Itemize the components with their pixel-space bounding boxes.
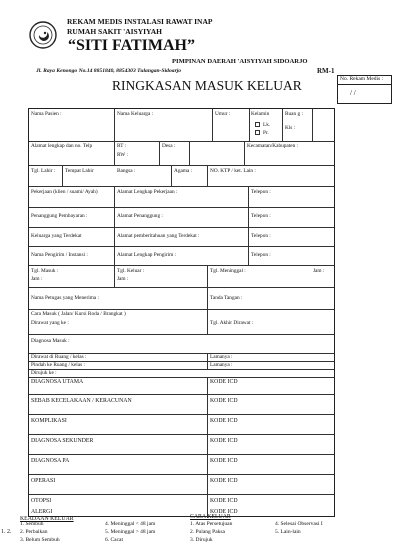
col-divider [171, 165, 172, 186]
field-cara-masuk[interactable]: Cara Masuk ( Jalan/ Kursi Roda / Brangkat ) [31, 311, 126, 317]
col-divider [207, 377, 208, 518]
checkbox-pr[interactable] [255, 130, 260, 135]
field-alamat[interactable]: Alamat lengkap dan no. Telp [31, 143, 93, 149]
field-alamat-pemberitahuan[interactable]: Alamat pemberitahuan yang Terdekat : [117, 233, 200, 239]
field-dirujuk[interactable]: Dirujuk ke : [31, 370, 57, 376]
hospital-logo [28, 20, 58, 50]
field-telepon-keluarga[interactable]: Telepon : [251, 233, 271, 239]
cara-keluar-title: CARA KELUAR [190, 514, 231, 520]
row-divider [29, 309, 334, 310]
field-nama-keluarga[interactable]: Nama Keluarga : [117, 111, 154, 117]
field-telepon-pekerjaan[interactable]: Telepon : [251, 189, 271, 195]
row-divider [29, 494, 334, 495]
diagnosa-pa-icd[interactable]: KODE ICD [210, 458, 238, 464]
header-line4: PIMPINAN DAERAH 'AISYIYAH SIDOARJO [172, 58, 308, 65]
field-dirawat-ruang[interactable]: Dirawat di Ruang / kelas : [31, 354, 87, 360]
field-tgl-masuk[interactable]: Tgl. Masuk : [31, 268, 59, 274]
keadaan-option-6[interactable]: 6. Cacat [105, 537, 124, 543]
field-tgl-akhir-dirawat[interactable]: Tgl. Akhir Dirawat : [210, 320, 254, 326]
field-penanggung[interactable]: Penanggung Pembayaran : [31, 213, 88, 219]
col-divider [207, 265, 208, 287]
keadaan-option-5[interactable]: 5. Meninggal > 48 jam [105, 529, 156, 535]
col-divider [62, 165, 63, 186]
keadaan-option-2[interactable]: 2. Perbaikan [20, 529, 48, 535]
field-alamat-pekerjaan[interactable]: Alamat Lengkap Pekerjaan : [117, 189, 178, 195]
field-telepon-pengirim[interactable]: Telepon : [251, 252, 271, 258]
cara-option-3[interactable]: 3. Dirujuk [190, 537, 213, 543]
field-rt[interactable]: RT : [117, 143, 127, 149]
field-ruang[interactable]: Ruan g : [285, 111, 303, 117]
field-diagnosa-masuk[interactable]: Diagnosa Masuk : [31, 338, 70, 344]
field-tgl-lahir[interactable]: Tgl. Lahir : [31, 168, 56, 174]
row-divider [29, 474, 334, 475]
field-telepon-penanggung[interactable]: Telepon : [251, 213, 271, 219]
field-keluarga[interactable]: Keluarga yang Terdekat [31, 233, 82, 239]
field-jam-keluar[interactable]: Jam : [117, 276, 129, 282]
label-pr: Pr. [263, 130, 269, 136]
col-divider [159, 141, 160, 165]
otopsi-label: OTOPSI [31, 498, 52, 504]
field-kls[interactable]: Kls : [285, 125, 296, 131]
col-divider [207, 165, 208, 186]
keadaan-option-4[interactable]: 4. Meninggal < 48 jam [105, 521, 156, 527]
keadaan-keluar-title: KEADAAN KELUAR [20, 516, 74, 522]
row-divider [29, 287, 334, 288]
field-rw[interactable]: RW : [117, 152, 128, 158]
diagnosa-utama-label: DIAGNOSA UTAMA [31, 379, 84, 385]
field-tgl-keluar[interactable]: Tgl. Keluar : [117, 268, 145, 274]
field-pengirim[interactable]: Nama Pengirim / Instansi : [31, 252, 88, 258]
cara-option-4[interactable]: 4. Selesai Observasi I [275, 521, 323, 527]
field-jam-masuk[interactable]: Jam : [31, 276, 43, 282]
alergi-label: ALERGI [31, 509, 53, 515]
row-divider [29, 394, 334, 395]
field-tanda-tangan[interactable]: Tanda Tangan : [210, 295, 243, 301]
medical-record-box [337, 75, 392, 104]
field-desa[interactable]: Desa : [162, 143, 176, 149]
col-divider [282, 109, 283, 141]
row-divider [29, 414, 334, 415]
field-kelamin: Kelamin [251, 111, 270, 117]
komplikasi-label: KOMPLIKASI [31, 418, 67, 424]
field-no-ktp[interactable]: NO. KTP / ket. Lain : [210, 168, 256, 174]
komplikasi-icd[interactable]: KODE ICD [210, 418, 238, 424]
row-divider [29, 227, 334, 228]
form-title: RINGKASAN MASUK KELUAR [112, 78, 302, 93]
field-agama[interactable]: Agama : [174, 168, 193, 174]
sebab-kecelakaan-label: SEBAB KECELAKAAN / KERACUNAN [31, 398, 132, 404]
field-alamat-pengirim[interactable]: Alamat Lengkap Pengirim : [117, 252, 176, 258]
field-petugas[interactable]: Nama Petugas yang Menerima : [31, 295, 99, 301]
operasi-label: OPERASI [31, 478, 56, 484]
form-code: RM-1 [317, 67, 335, 75]
diagnosa-sekunder-label: DIAGNOSA SEKUNDER [31, 438, 94, 444]
row-divider [29, 369, 334, 370]
diagnosa-utama-icd[interactable]: KODE ICD [210, 379, 238, 385]
col-divider [249, 109, 250, 141]
field-dirawat-ke[interactable]: Dirawat yang ke : [31, 320, 69, 326]
header-line2: RUMAH SAKIT 'AISYIYAH [67, 27, 163, 36]
col-divider [207, 309, 208, 334]
row-divider [29, 186, 334, 187]
row-divider [29, 165, 334, 166]
col-divider [248, 186, 249, 265]
header-line1: REKAM MEDIS INSTALASI RAWAT INAP [67, 17, 213, 26]
keadaan-option-1[interactable]: 1. Sembuh [20, 521, 44, 527]
medrec-label: No. Rekam Medis : [340, 76, 384, 82]
col-divider [114, 186, 115, 265]
col-divider [207, 287, 208, 309]
field-kecamatan[interactable]: Kecamatan/Kabupaten : [247, 143, 299, 149]
field-tempat-lahir[interactable]: Tempat Lahir [65, 168, 94, 174]
row-divider [29, 377, 334, 378]
field-bangsa[interactable]: Bangsa : [117, 168, 136, 174]
row-divider [29, 434, 334, 435]
alergi-icd[interactable]: KODE ICD [210, 509, 238, 515]
col-divider [114, 109, 115, 165]
cara-option-5[interactable]: 5. Lain-lain [275, 529, 301, 535]
col-divider [212, 109, 213, 141]
cara-option-2[interactable]: 2. Pulang Paksa [190, 529, 225, 535]
diagnosa-pa-label: DIAGNOSA PA [31, 458, 70, 464]
field-umur[interactable]: Umur : [215, 111, 231, 117]
col-divider [189, 141, 190, 165]
diagnosa-sekunder-icd[interactable]: KODE ICD [210, 438, 238, 444]
col-divider [207, 353, 208, 369]
row-divider [29, 246, 334, 247]
col-divider [312, 109, 313, 141]
field-pindah-ruang[interactable]: Pindah ke Ruang / kelas : [31, 362, 85, 368]
sebab-kecelakaan-icd[interactable]: KODE ICD [210, 398, 238, 404]
field-lamanya-1[interactable]: Lamanya : [210, 354, 233, 360]
col-divider [244, 141, 245, 165]
col-divider [114, 265, 115, 287]
field-alamat-penanggung[interactable]: Alamat Penanggung : [117, 213, 163, 219]
row-divider [29, 334, 334, 335]
header-address: Jl. Raya Kenongo No.14 8851840, 8854303 Tulangan-Sidoarjo [36, 68, 182, 74]
medrec-divider [338, 84, 391, 85]
otopsi-icd[interactable]: KODE ICD [210, 498, 238, 504]
field-lamanya-2[interactable]: Lamanya : [210, 362, 233, 368]
field-tgl-meninggal[interactable]: Tgl. Meninggal : [210, 268, 246, 274]
keadaan-option-3[interactable]: 3. Belum Sembuh [20, 537, 60, 543]
hospital-name: “SITI FATIMAH” [68, 37, 195, 54]
cara-option-1[interactable]: 1. Atas Persetujuan [190, 521, 233, 527]
field-nama-pasien[interactable]: Nama Pasien : [31, 111, 62, 117]
row-divider [29, 454, 334, 455]
checkbox-lk[interactable] [255, 122, 260, 127]
label-lk: Lk. [263, 122, 271, 128]
summary-form [28, 108, 335, 517]
row-divider [29, 265, 334, 266]
page-marks: 1. 2. [1, 529, 12, 535]
row-divider [29, 207, 334, 208]
medrec-value[interactable]: / / [350, 89, 356, 97]
field-jam-meninggal[interactable]: Jam : [313, 268, 325, 274]
operasi-icd[interactable]: KODE ICD [210, 478, 238, 484]
row-divider [29, 141, 334, 142]
field-pekerjaan[interactable]: Pekerjaan (klien / suami/ Ayah) [31, 189, 98, 195]
